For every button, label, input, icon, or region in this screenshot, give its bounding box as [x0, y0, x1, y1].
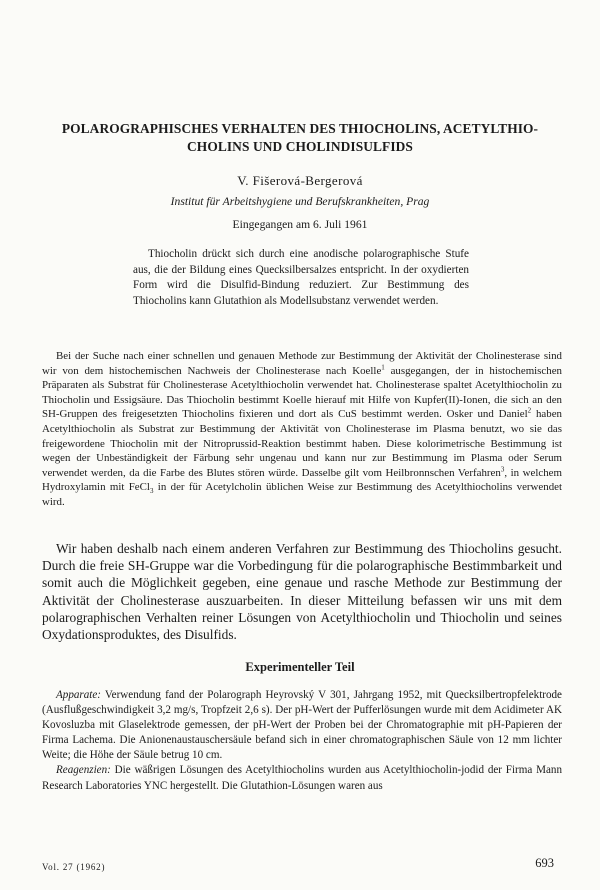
- aim-section: [42, 540, 562, 643]
- apparatus-text: Verwendung fand der Polarograph Heyrovský V 301, Jahrgang 1952, mit Quecksilbertropfelektrode (Ausflußgeschwindigkeit 3,2 mg/s, Tropfzeit 2,6 s). Der pH-Wert der Pufferlösungen wurde mit dem Acidimeter AK Kovosluzba mit Glaselektrode gemessen, der pH-Wert der Proben bei der Chromatographie mit pH-Papieren der Firma Lachema. Die Anionenaustauschersäule befand sich in einer chromatographischen Säule von 12 mm lichter Weite; die Höhe der Säule betrug 10 cm.: [42, 689, 562, 762]
- page-number: 693: [535, 856, 554, 870]
- received-date: Eingegangen am 6. Juli 1961: [232, 218, 368, 231]
- section-heading: Experimenteller Teil: [245, 660, 355, 674]
- title-line-2: CHOLINS UND CHOLINDISULFIDS: [187, 139, 413, 154]
- reference-2: 2: [527, 406, 532, 415]
- abstract: [133, 247, 469, 309]
- intro-text-e: in der für Acetylcholin üblichen Weise zur Bestimmung des Acetylthiocholins verwendet wird.: [42, 481, 562, 508]
- title-line-1: POLAROGRAPHISCHES VERHALTEN DES THIOCHOLINS, ACETYLTHIO-: [61, 121, 539, 136]
- apparatus-lead: Apparate:: [56, 689, 101, 701]
- intro-text-b: ausgegangen, der in histochemischen Präparaten als Substrat für Cholinesterase Acetylthiocholin verwendet hat. Cholinesterase spaltet Acetylthiocholin zu Thiocholin und Essigsäure. Das Thiocholin bestimmt Koelle hierauf mit Hilfe von Kupfer(II)-Ionen, die sich an den SH-Gruppen des freigesetzten Thiocholins fixieren und dort als CuS bestimmt werden. Osker und Daniel: [42, 364, 562, 421]
- intro-text-c: haben Acetylthiocholin als Substrat zur Bestimmung der Aktivität von Cholinesterase im Plasma benutzt, wo sie das freigewordene Thiocholin mit der Nitroprussid-Reaktion bestimmt haben. Diese kolorimetrische Bestimmung ist wegen der Unbeständigkeit der Färbung sehr ungenau und kann nur zur Bestimmung im Plasma oder Serum verwendet werden, da die Farbe des Blutes stören würde. Dasselbe gilt vom Heilbronnschen Verfahren: [42, 408, 562, 479]
- affiliation: Institut für Arbeitshygiene und Berufskrankheiten, Prag: [170, 195, 430, 208]
- reagents-paragraph: [42, 763, 562, 793]
- reagents-text: Die wäßrigen Lösungen des Acetylthiocholins wurden aus Acetylthiocholin-jodid der Firma Mann Research Laboratories YNC hergestellt. Die Glutathion-Lösungen waren aus: [42, 764, 562, 792]
- abstract-text: Thiocholin drückt sich durch eine anodische polarographische Stufe aus, die der Bildung eines Quecksilbersalzes entspricht. In der oxydierten Form wird die Disulfid-Bindung reduziert. Zur Bestimmung des Thiocholins kann Glutathion als Modellsubstanz verwendet werden.: [133, 248, 469, 307]
- reference-3: 3: [500, 465, 505, 474]
- article-title: [40, 120, 560, 156]
- journal-volume: Vol. 27 (1962): [42, 862, 106, 872]
- intro-paragraph: [42, 349, 562, 510]
- introduction: [42, 349, 562, 510]
- subscript-3: 3: [149, 487, 154, 496]
- apparatus-paragraph: [42, 688, 562, 763]
- reagents-lead: Reagenzien:: [56, 764, 111, 777]
- reference-1: 1: [381, 362, 385, 371]
- experimental-section: [42, 688, 562, 794]
- intro-text-d: , in welchem Hydroxylamin mit FeCl: [42, 466, 562, 494]
- author-name: V. Fišerová-Bergerová: [237, 173, 363, 188]
- intro-text-a: Bei der Suche nach einer schnellen und genauen Methode zur Bestimmung der Aktivität der Cholinesterase sind wir von dem histochemischen Nachweis der Cholinesterase nach Koelle: [42, 350, 562, 377]
- aim-paragraph: Wir haben deshalb nach einem anderen Verfahren zur Bestimmung des Thiocholins gesucht. Durch die freie SH-Gruppe war die Vorbedingung für die polarographische Bestimmbarkeit und somit auch die Möglichkeit gegeben, eine genaue und rasche Methode zur Bestimmung der Aktivität der Cholinesterase auszuarbeiten. In dieser Mitteilung befassen wir uns mit dem polarographischen Verhalten reiner Lösungen von Acetylthiocholin und Thiocholin und seines Oxydationsproduktes, des Disulfids.: [42, 541, 562, 643]
